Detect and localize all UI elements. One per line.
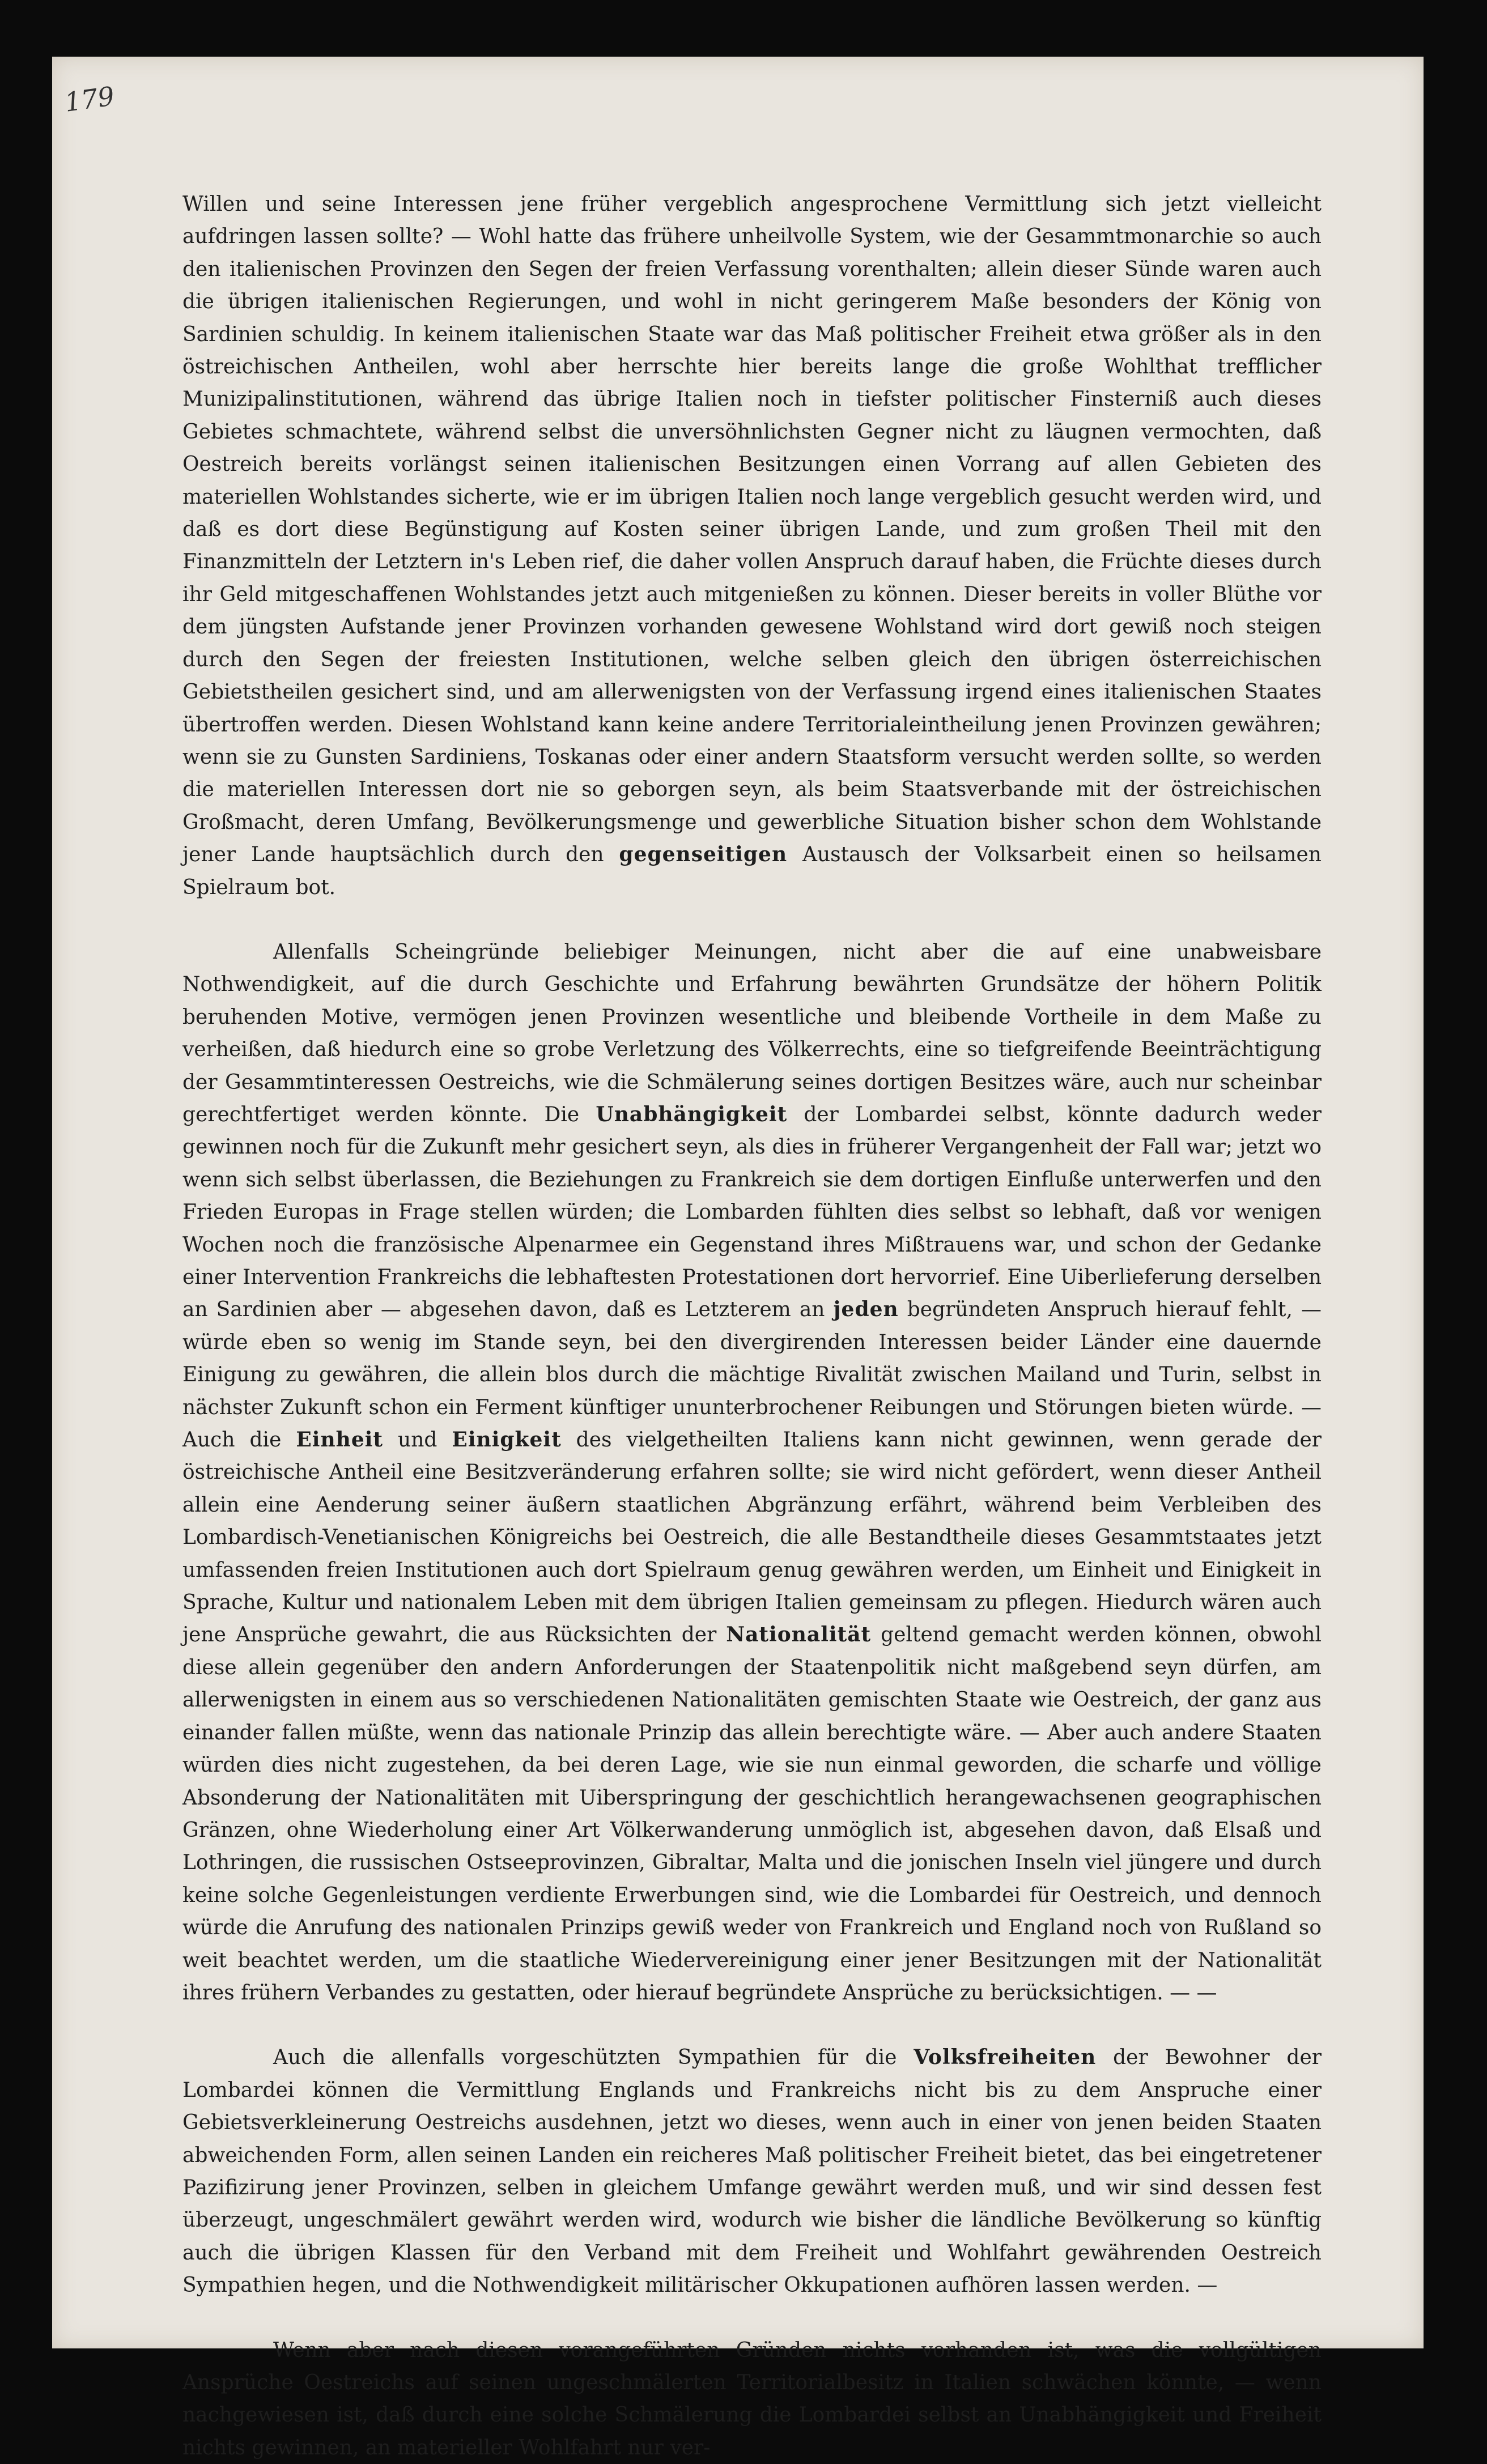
text-run: der Lombardei selbst, könnte dadurch weder gewinnen noch für die Zukunft mehr gesichert seyn, als dies in früherer Vergangenheit der Fall war; jetzt wo wenn sich selbst überlassen, die Beziehungen zu Frankreich sie dem dortigen Einfluße unterwerfen und den Frieden Europas in Frage stellen würden; die Lombarden fühlten dies selbst so lebhaft, daß vor wenigen Wochen noch die französische Alpenarmee ein Gegenstand ihres Mißtrauens war, und schon der Gedanke einer Intervention Frankreichs die lebhaftesten Protestationen dort hervorrief. Eine Uiberlieferung derselben an Sardinien aber — abgesehen davon, daß es Letzterem an: [182, 1103, 1322, 1322]
text-run: Allenfalls Scheingründe beliebiger Meinungen, nicht aber die auf eine unabweisbare Nothwendigkeit, auf die durch Geschichte und Erfahrung bewährten Grundsätze der höhern Politik beruhenden Motive, vermögen jenen Provinzen wesentliche und bleibende Vortheile in dem Maße zu verheißen, daß hiedurch eine so grobe Verletzung des Völkerrechts, eine so tiefgreifende Beeinträchtigung der Gesammtinteressen Oestreichs, wie die Schmälerung seines dortigen Besitzes wäre, auch nur scheinbar gerechtfertiget werden könnte. Die: [182, 940, 1322, 1126]
paragraph-2: [182, 936, 1322, 2009]
paragraph-gap: [182, 2009, 1322, 2041]
emphasized-word: jeden: [833, 1297, 899, 1322]
page-number: 179: [62, 80, 117, 118]
emphasized-word: Einigkeit: [452, 1428, 562, 1452]
body-text: [182, 188, 1322, 2464]
text-run: des vielgetheilten Italiens kann nicht gewinnen, wenn gerade der östreichische Antheil eine Besitzveränderung erfahren sollte; sie wird nicht gefördert, wenn dieser Antheil allein eine Aenderung seiner äußern staatlichen Abgränzung erfährt, während beim Verbleiben des Lombardisch-Venetianischen Königreichs bei Oestreich, die alle Bestandtheile dieses Gesammtstaates jetzt umfassenden freien Institutionen auch dort Spielraum genug gewähren werden, um Einheit und Einigkeit in Sprache, Kultur und nationalem Leben mit dem übrigen Italien gemeinsam zu pflegen. Hiedurch wären auch jene Ansprüche gewahrt, die aus Rücksichten der: [182, 1428, 1322, 1647]
emphasized-word: Einheit: [296, 1428, 384, 1452]
text-run: der Bewohner der Lombardei können die Vermittlung Englands und Frankreichs nicht bis zu dem Anspruche einer Gebietsverkleinerung Oestreichs ausdehnen, jetzt wo dieses, wenn auch in einer von jenen beiden Staaten abweichenden Form, allen seinen Landen ein reicheres Maß politischer Freiheit bietet, das bei eingetretener Pazifizirung jener Provinzen, selben in gleichem Umfange gewährt werden muß, und wir sind dessen fest überzeugt, ungeschmälert gewährt werden wird, wodurch wie bisher die ländliche Bevölkerung so künftig auch die übrigen Klassen für den Verband mit dem Freiheit und Wohlfahrt gewährenden Oestreich Sympathien hegen, und die Nothwendigkeit militärischer Okkupationen aufhören lassen werden. —: [182, 2046, 1322, 2297]
emphasized-word: Unabhängigkeit: [596, 1102, 788, 1126]
text-run: Willen und seine Interessen jene früher vergeblich angesprochene Vermittlung sich jetzt vielleicht aufdringen lassen sollte? — Wohl hatte das frühere unheilvolle System, wie der Gesammtmonarchie so auch den italienischen Provinzen den Segen der freien Verfassung vorenthalten; allein dieser Sünde waren auch die übrigen italienischen Regierungen, und wohl in nicht geringerem Maße besonders der König von Sardinien schuldig. In keinem italienischen Staate war das Maß politischer Freiheit etwa größer als in den östreichischen Antheilen, wohl aber herrschte hier bereits lange die große Wohlthat trefflicher Munizipalinstitutionen, während das übrige Italien noch in tiefster politischer Finsterniß auch dieses Gebietes schmachtete, während selbst die unversöhnlichsten Gegner nicht zu läugnen vermochten, daß Oestreich bereits vorlängst seinen italienischen Besitzungen einen Vorrang auf allen Gebieten des materiellen Wohlstandes sicherte, wie er im übrigen Italien noch lange vergeblich gesucht werden wird, und daß es dort diese Begünstigung auf Kosten seiner übrigen Lande, und zum großen Theil mit den Finanzmitteln der Letztern in's Leben rief, die daher vollen Anspruch darauf haben, die Früchte dieses durch ihr Geld mitgeschaffenen Wohlstandes jetzt auch mitgenießen zu können. Dieser bereits in voller Blüthe vor dem jüngsten Aufstande jener Provinzen vorhanden gewesene Wohlstand wird dort gewiß noch steigen durch den Segen der freiesten Institutionen, welche selben gleich den übrigen österreichischen Gebietstheilen gesichert sind, und am allerwenigsten von der Verfassung irgend eines italienischen Staates übertroffen werden. Diesen Wohlstand kann keine andere Territorialeintheilung jenen Provinzen gewähren; wenn sie zu Gunsten Sardiniens, Toskanas oder einer andern Staatsform versucht werden sollte, so werden die materiellen Interessen dort nie so geborgen seyn, als beim Staatsverbande mit der östreichischen Großmacht, deren Umfang, Bevölkerungsmenge und gewerbliche Situation bisher schon dem Wohlstande jener Lande hauptsächlich durch den: [182, 193, 1322, 867]
text-run: und: [383, 1428, 452, 1452]
text-run: geltend gemacht werden können, obwohl diese allein gegenüber den andern Anforderungen der Staatenpolitik nicht maßgebend seyn dürfen, am allerwenigsten in einem aus so verschiedenen Nationalitäten gemischten Staate wie Oestreich, der ganz aus einander fallen müßte, wenn das nationale Prinzip das allein berechtigte wäre. — Aber auch andere Staaten würden dies nicht zugestehen, da bei deren Lage, wie sie nun einmal geworden, die scharfe und völlige Absonderung der Nationalitäten mit Uiberspringung der geschichtlich herangewachsenen geographischen Gränzen, ohne Wiederholung einer Art Völkerwanderung unmöglich ist, abgesehen davon, daß Elsaß und Lothringen, die russischen Ostseeprovinzen, Gibraltar, Malta und die jonischen Inseln viel jüngere und durch keine solche Gegenleistungen verdiente Erwerbungen sind, wie die Lombardei für Oestreich, und dennoch würde die Anrufung des nationalen Prinzips gewiß weder von Frankreich und England noch von Rußland so weit beachtet werden, um die staatliche Wiedervereinigung einer jener Besitzungen mit der Nationalität ihres frühern Verbandes zu gestatten, oder hierauf begründete Ansprüche zu berücksichtigen. — —: [182, 1623, 1322, 2005]
emphasized-word: Nationalität: [726, 1623, 872, 1647]
emphasized-word: Volksfreiheiten: [914, 2045, 1097, 2070]
emphasized-word: gegenseitigen: [619, 842, 788, 867]
document-page: [52, 57, 1424, 2459]
text-run: Wenn aber nach diesen vorangeführten Gründen nichts vorhanden ist, was die vollgültigen Ansprüche Oestreichs auf seinen ungeschmälerten Territorialbesitz in Italien schwächen könnte, — wenn nachgewiesen ist, daß durch eine solche Schmälerung die Lombardei selbst an Unabhängigkeit und Freiheit nichts gewinnen, an materieller Wohlfahrt nur ver-: [182, 2338, 1322, 2459]
paragraph-1: [182, 188, 1322, 904]
paragraph-gap: [182, 904, 1322, 936]
paragraph-gap: [182, 2302, 1322, 2334]
paragraph-3: [182, 2041, 1322, 2301]
paragraph-4: [182, 2334, 1322, 2464]
text-run: Austausch der Volksarbeit einen so heilsamen Spielraum bot.: [182, 843, 1322, 899]
text-run: begründeten Anspruch hierauf fehlt, — würde eben so wenig im Stande seyn, bei den divergirenden Interessen beider Länder eine dauernde Einigung zu gewähren, die allein blos durch die mächtige Rivalität zwischen Mailand und Turin, selbst in nächster Zukunft schon ein Ferment künftiger ununterbrochener Reibungen und Störungen bieten würde. — Auch die: [182, 1298, 1322, 1452]
text-run: Auch die allenfalls vorgeschützten Sympathien für die: [273, 2046, 914, 2070]
